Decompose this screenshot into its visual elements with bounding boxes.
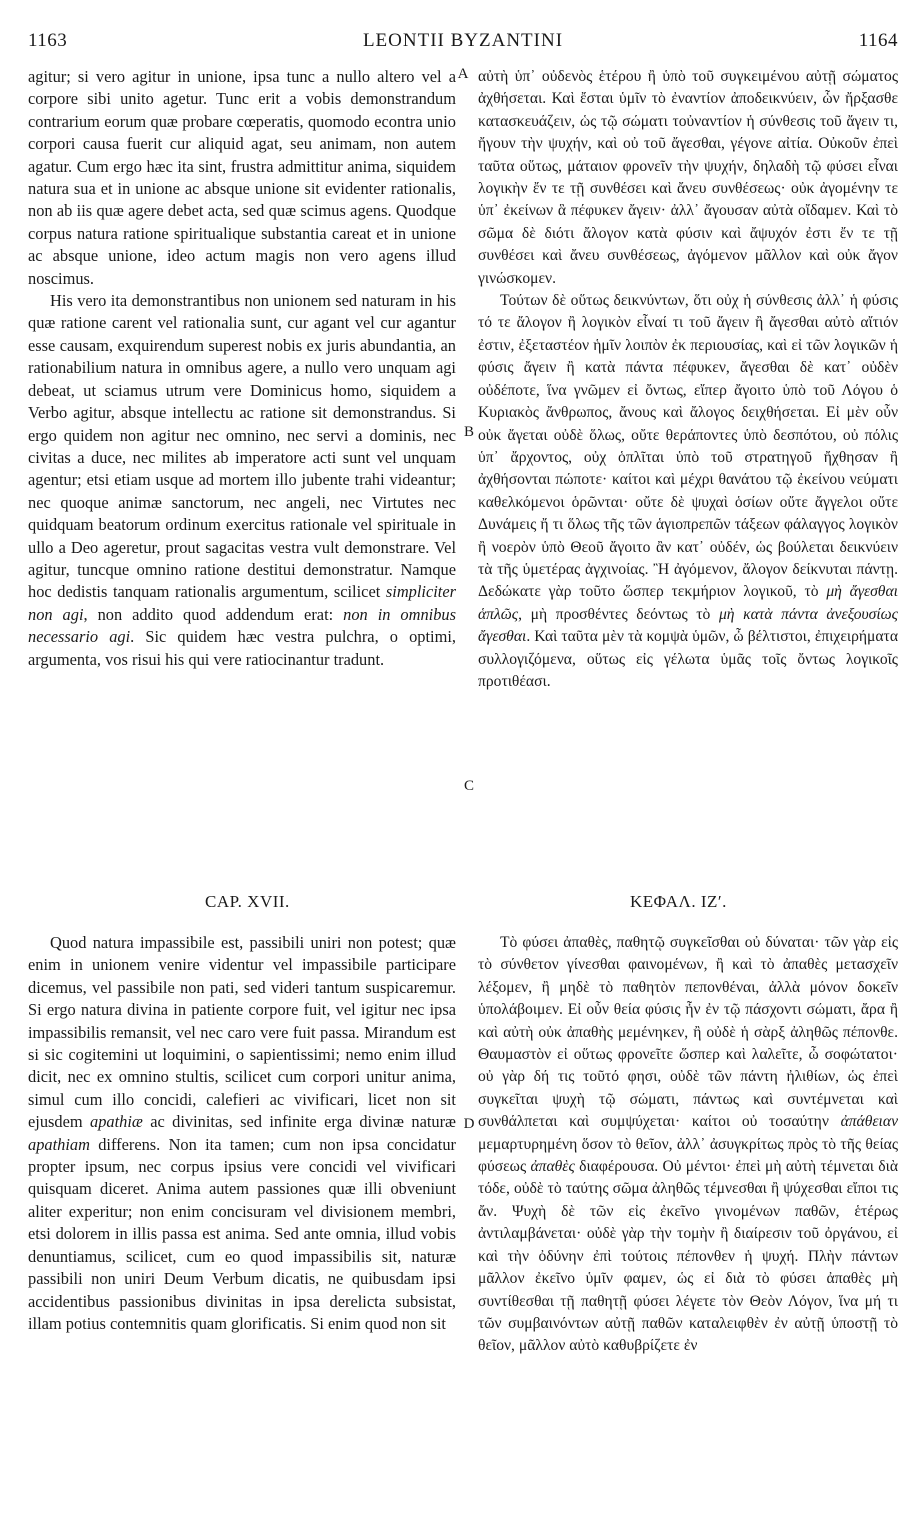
latin-p3-text-a: Quod natura impassibile est, passibili uniri non potest; quæ enim in unionem venire videntur vel impassibile participare dicemus, vel passibile non pati, sed videri tantum suspicaremur. Si ergo natura divina in patiente corpore fuit, vel igitur nec ipsa impassibilis remansit, vel nec caro vere fuit passa. Mirandum est si sic cogitemini ut loquimini, o sapientissimi; nemo enim illud dicit, nec ex omnino stultis, scilicet cum corpori unitur anima, simul cum illo concidi, calefieri ac vivificari, licet non sit ejusdem xyxy=(28,933,456,1132)
greek-p3-text-b: μεμαρτυρημένη ὅσον τὸ θεῖον, ἀλλ᾽ ἀσυγκρίτως πρὸς τὸ τῆς θείας φύσεως xyxy=(478,1135,898,1176)
latin-p2-text-a: His vero ita demonstrantibus non unionem sed naturam in his quæ ratione carent vel rationalia sunt, cur agant vel cur agantur esse causam, exquirendum superest nobis ex juris abundantia, an rationabilium natura in omnibus agere, a nullo vero unquam agi debeat, ut sciamus utrum vere Dominicus homo, siquidem a Verbo agitur, absque intellectu ac ratione sit demonstrandus. Si ergo quidem non agitur nec omnino, nec servi a dominis, nec civitas a duce, nec milites ab imperatore acti sunt vel unquam agentur; etsi etiam usque ad mortem illo jubente trahi videantur; nec quoque animæ sanctorum, nec angeli, nec Virtutes nec quidquam beatorum ordinum exercitus rationale vel spirituale in ullo a Deo ageretur, prout sagacitas vestra vult demonstrare. Vel agitur, tuncque omnino ratione destitui demonstratur. Namque hoc dedistis tanquam rationalis argumentum, scilicet xyxy=(28,291,456,602)
margin-letter-a: A xyxy=(457,66,469,82)
greek-section-lower xyxy=(478,932,898,1358)
latin-paragraph-1: agitur; si vero agitur in unione, ipsa tunc a nullo altero vel a corpore sibi unito agetur. Tunc erit a vobis demonstrandum contrarium eorum quæ probare cœperatis, quomodo econtra unio corpori causa fuerit cur aliquid agat, seu animam, non autem agatur. Cum ergo hæc ita sint, frustra admittitur anima, siquidem natura sua et in unione ac absque unione sit evidenter rationalis, non ab iis quæ agere debet acta, sed quæ scimus agens. Quodque corpus natura ratione spiritualique substantia careat et in unione ac absque unione, ideo actum magis non vero agens illud noscimus. xyxy=(28,67,456,288)
latin-p2-emphasis-2: non in omnibus necessario agi xyxy=(28,604,456,647)
margin-letter-c: C xyxy=(463,778,474,794)
greek-p3-emphasis-2: ἀπαθὲς xyxy=(530,1158,575,1176)
latin-p3-text-c: differens. Non ita tamen; cum non ipsa concidatur propter ipsum, nec corpus ipsius vere concidi vel vivificari quisquam diceret. Anima autem passiones quæ illi obveniunt aliter experitur; non enim concisuram vel divisionem membri, etsi dolorem in illis passa est anima. Sed ante omnia, illud vobis denuntiamus, scilicet, cum eo quod impassibilis sit, naturæ passibili non uniri Deum Verbum dicatis, ne quibusdam ipsi accidentibus passionibus divinitas in ipsa derelicta subsistat, illam potius contemnitis quam glorificatis. Si enim quod non sit xyxy=(28,1134,456,1333)
greek-p2-text-b: , μὴ προσθέντες δεόντως τὸ xyxy=(518,605,719,623)
greek-paragraph-3 xyxy=(478,932,898,1358)
latin-p2-text-b: , non addito quod addendum erat: xyxy=(83,604,344,624)
page-number-right: 1164 xyxy=(858,30,898,51)
greek-paragraph-1: αὐτὴ ὑπ᾽ οὐδενὸς ἑτέρου ἢ ὑπὸ τοῦ συγκειμένου αὐτῇ σώματος ἀχθήσεται. Καὶ ἔσται ὑμῖν τὸ ἐναντίον ἀποδεικνύειν, ὧν ἤρξασθε κατασκευάζειν, ὡς τῷ σώματι τοὐναντίον ἡ σύνθεσις τοῦ ἄγειν τι, ἤγουν τὴν ψυχήν, καὶ οὐ τοῦ ἄγεσθαι, γέγονε αἰτία. Οὐκοῦν ἐπεὶ ταῦτα οὕτως, μάταιον φρονεῖν τὴν ψυχήν, δηλαδὴ τῷ φύσει εἶναι λογικὴν ἔν τε τῇ συνθέσει καὶ ἄνευ συνθέσεως· οὐκ ἀγομένην τε ὑπ᾽ ἐκείνων ἃ πέφυκεν ἄγειν· ἀλλ᾽ ἄγουσαν αὐτὰ οἴδαμεν. Καὶ τὸ σῶμα δὲ διότι ἄλογον κατὰ φύσιν καὶ ἄψυχόν ἐστι ἔν τε τῇ συνθέσει καὶ ἄνευ συνθέσεως, ἀγόμενον μᾶλλον καὶ οὐκ ἄγον γινώσκομεν. xyxy=(478,68,898,287)
latin-paragraph-3 xyxy=(28,932,456,1335)
greek-p2-text-c: . Καὶ ταῦτα μὲν τὰ κομψὰ ὑμῶν, ὦ βέλτιστοι, ἐπιχειρήματα συλλογιζόμενα, οὕτως εἰς γέλωτα ὑμᾶς τοῖς ὄντως λογικοῖς προτιθέασι. xyxy=(478,628,898,690)
greek-p3-emphasis-1: ἀπάθειαν xyxy=(840,1113,898,1131)
page-header xyxy=(28,30,898,60)
margin-letter-b: B xyxy=(463,424,474,440)
latin-paragraph-2 xyxy=(28,290,456,671)
greek-paragraph-2 xyxy=(478,290,898,693)
running-title: LEONTII BYZANTINI xyxy=(362,30,564,51)
margin-letter-d: D xyxy=(463,1116,475,1132)
greek-p2-emphasis-1: μὴ ἄγεσθαι ἁπλῶς xyxy=(478,583,898,623)
latin-chapter-title: CAP. XVII. xyxy=(205,892,290,911)
greek-p2-emphasis-2: μὴ κατὰ πάντα ἀνεξουσίως ἄγεσθαι xyxy=(478,605,899,646)
greek-chapter-title: ΚΕΦΑΛ. ΙΖʹ. xyxy=(630,892,727,911)
latin-section-upper xyxy=(28,66,456,671)
latin-p3-emphasis-2: apathiam xyxy=(28,1134,90,1154)
latin-p2-text-c: . Sic quidem hæc vestra pulchra, o optimi, argumenta, vos risui his qui vere ratiocinantur tradunt. xyxy=(28,627,456,669)
latin-p2-emphasis-1: simpliciter non agi xyxy=(28,582,456,624)
greek-p3-text-c: διαφέρουσα. Οὐ μέντοι· ἐπεὶ μὴ αὐτὴ τέμνεται διὰ τόδε, οὐδὲ τὸ ταύτης σῶμα ἀληθῶς τέμνεσθαι ἢ ψύχεσθαι εἴποι τις ἄν. Ψυχὴ δὲ τῶν εἰς ἐκεῖνο γινομένων παθῶν, ἑτέρως ἀντιλαμβάνεται· οὐδὲ γὰρ τὴν τομὴν ἢ διαίρεσιν τοῦ ὀργάνου, εἰ καὶ τὴν ὀδύνην ἐπὶ τούτοις πέπονθεν ἡ ψυχή. Πλὴν πάντων μᾶλλον ἐκεῖνο ὑμῖν φαμεν, ὡς εἰ διὰ τὸ φύσει ἀπαθὲς μὴ συντίθεσθαι τῇ παθητῇ φύσει λέγετε τὸν Θεὸν Λόγον, ἵνα μή τι τῶν συμβαινόντων αὐτῇ παθῶν καταλειφθὲν ἐν αὐτῇ ὑποστῇ τὸ θεῖον, μᾶλλον αὐτὸ καθυβρίζετε ἐν xyxy=(478,1158,898,1355)
greek-p3-text-a: Τὸ φύσει ἀπαθὲς, παθητῷ συγκεῖσθαι οὐ δύναται· τῶν γὰρ εἰς τὸ σύνθετον γίνεσθαι φαινομένων, ἢ καὶ τὸ ἀπαθὲς μετασχεῖν λέξομεν, ἢ μηδὲ τὸ παθητὸν πεπονθέναι, ἀλλὰ μόνον δοκεῖν ὑπολάβοιμεν. Εἰ οὖν θεία φύσις ἦν ἐν τῷ πάσχοντι σώματι, ἄρα ἢ καὶ αὐτὴ οὐκ ἀπαθὴς μεμένηκεν, ἢ οὐδὲ ἡ σὰρξ ἀληθῶς πέπονθε. Θαυμαστὸν εἰ οὕτως φρονεῖτε ὥσπερ καὶ λαλεῖτε, ὦ σοφώτατοι· οὐ γὰρ δή τις τοῦτό φησι, οὐδὲ τῶν πάντη ἠλιθίων, ὡς ἐπεὶ συγκεῖται ψυχὴ τῷ σώματι, πάντως καὶ συντέμνεται καὶ συνθάλπεται καὶ συμψύχεται· καίτοι οὐ τοσαύτην xyxy=(478,934,898,1131)
greek-section-upper xyxy=(478,66,898,693)
latin-p3-text-b: ac divinitas, sed infinite erga divinæ naturæ xyxy=(142,1112,456,1132)
latin-section-lower xyxy=(28,932,456,1335)
greek-p2-text-a: Τούτων δὲ οὕτως δεικνύντων, ὅτι οὐχ ἡ σύνθεσις ἀλλ᾽ ἡ φύσις τό τε ἄλογον ἢ λογικὸν εἶναί τι τοῦ ἄγειν ἢ ἄγεσθαι αὐτὸ αἴτιόν ἐστιν, ἐξεταστέον ἡμῖν λοιπὸν ἐκ περιουσίας, καὶ εἰ τῶν λογικῶν ἡ φύσις ἄγειν ἢ κατὰ πάντα πέφυκεν, ἄγεσθαι δὲ κατ᾽ οὐδὲν οὐδέποτε, ἵνα γνῶμεν εἰ ὄντως, εἴπερ ἄγοιτο ὑπὸ τοῦ Λόγου ὁ Κυριακὸς ἄνθρωπος, ἄνους καὶ ἄλογος δειχθήσεται. Εἰ μὲν οὖν οὐκ ἄγεται οὐδὲ ὅλως, οὔτε θεράποντες ὑπὸ δεσπότου, οὐ πόλις ὑπ᾽ ἄρχοντος, οὐχ ὁπλῖται ὑπὸ τοῦ στρατηγοῦ ἤχθησαν ἢ ἀχθήσονται πώποτε· καίτοι καὶ μέχρι θανάτου τῷ ἐκείνου νεύματι καθελκόμενοι ὁρῶνται· οὔτε δὲ ψυχαὶ ὁσίων οὔτε ἄγγελοι οὔτε Δυνάμεις ἤ τι ὅλως τῆς τῶν ἁγιοπρεπῶν τάξεων φάλαγγος λογικὸν ἢ νοερὸν ὑπὸ Θεοῦ ἄγοιτο ἂν κατ᾽ οὐδέν, ὡς βούλεται δεικνύειν τὰ τῆς ὑμετέρας ἀγχινοίας. Ἢ ἀγόμενον, ἄλογον δείκνυται πάντῃ. Δεδώκατε γὰρ τοῦτο ὥσπερ τεκμήριον λογικοῦ, τὸ xyxy=(478,292,898,601)
page-number-left: 1163 xyxy=(28,30,68,51)
latin-p3-emphasis-1: apathiæ xyxy=(90,1112,143,1132)
